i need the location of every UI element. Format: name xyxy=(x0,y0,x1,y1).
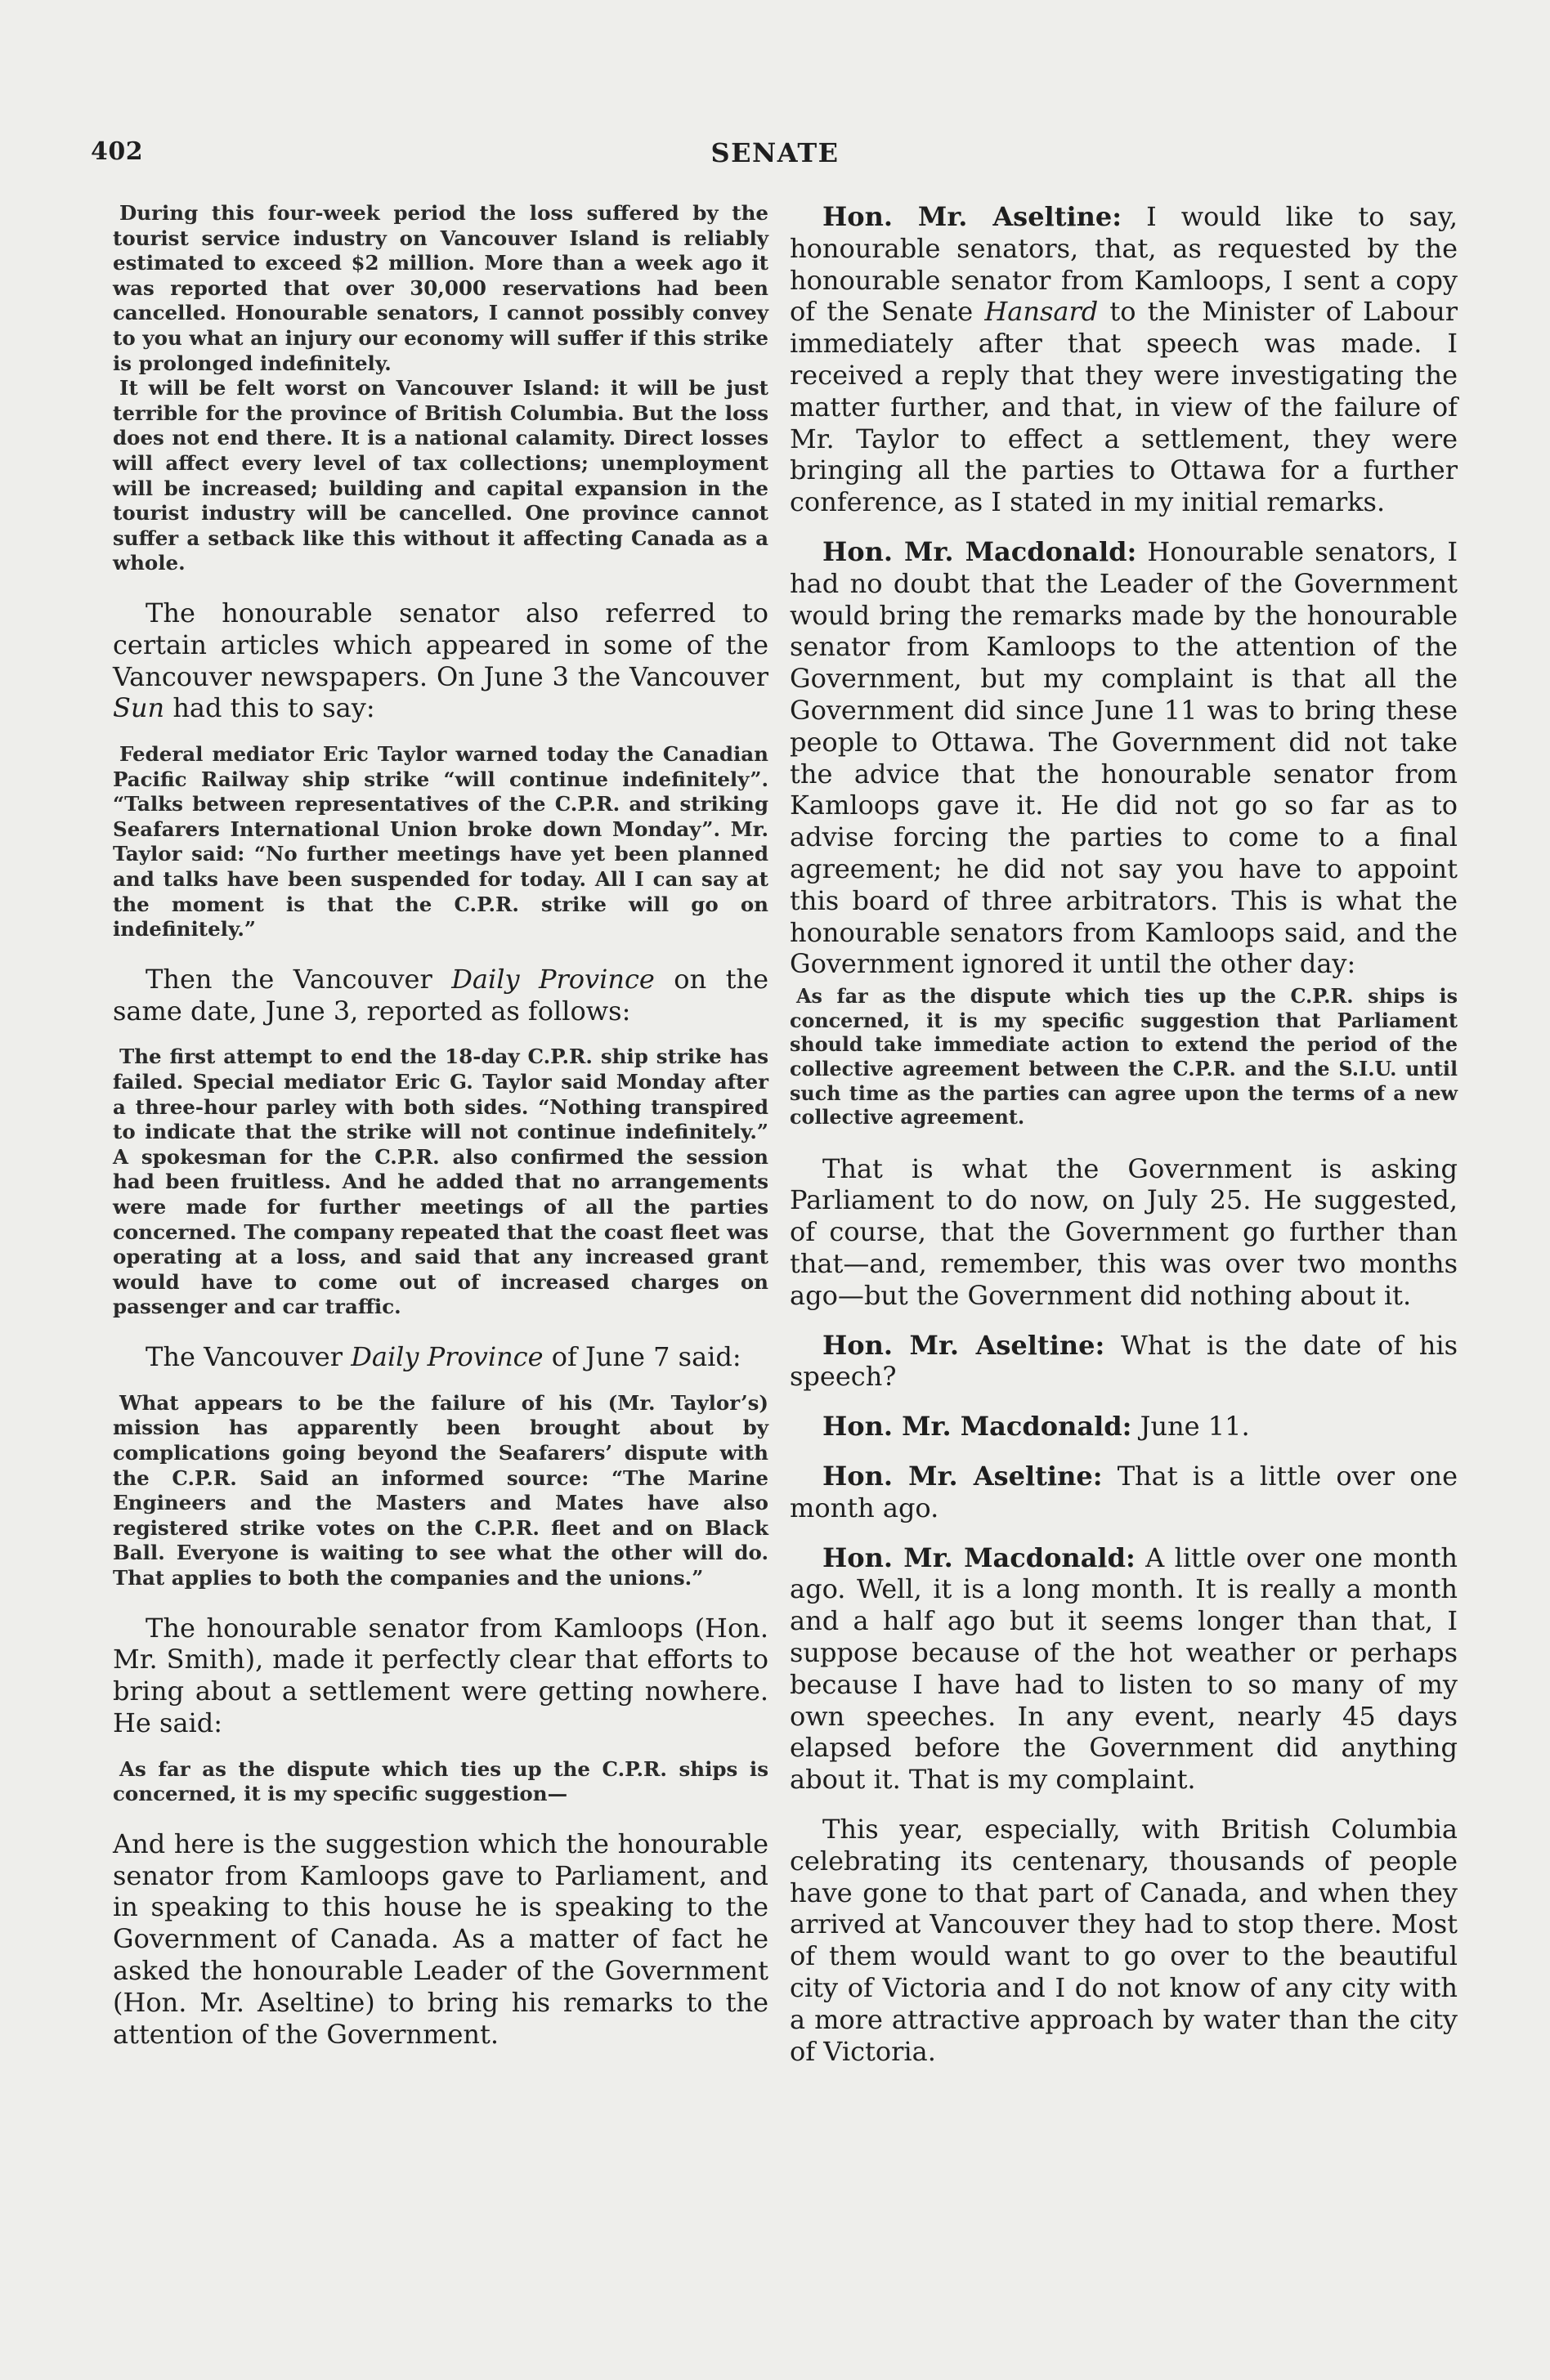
quotation-paragraph: The first attempt to end the 18-day C.P.R. ship strike has failed. Special mediator Eric G. Taylor said Monday after a three-hour parley with both sides. “Nothing transpired to indicate that the strike will not continue indefinitely.” A spokesman for the C.P.R. also confirmed the session had been fruitless. And he added that no arrangements were made for further meetings of all the parties concerned. The company repeated that the coast fleet was operating at a loss, and said that any increased grant would have to come out of increased charges on passenger and car traffic. xyxy=(113,1045,768,1319)
body-paragraph: And here is the suggestion which the honourable senator from Kamloops gave to Parliament, and in speaking to this house he is speaking to the Government of Canada. As a matter of fact he asked the honourable Leader of the Government (Hon. Mr. Aseltine) to bring his remarks to the attention of the Government. xyxy=(113,1828,768,2050)
newspaper-title: Daily Province xyxy=(451,963,655,995)
right-column xyxy=(790,201,1458,2085)
newspaper-title: Sun xyxy=(113,692,165,724)
speech-paragraph xyxy=(790,536,1458,980)
speech-paragraph xyxy=(790,1542,1458,1796)
speaker-name: Hon. Mr. Macdonald: xyxy=(822,1411,1132,1443)
newspaper-title: Daily Province xyxy=(351,1340,544,1372)
body-text: of June 7 said: xyxy=(551,1340,741,1372)
speech-text: I would like to say, honourable senators, that, as requested by the honourable senator from Kamloops, I sent a copy of the Senate xyxy=(790,201,1458,328)
speaker-name: Hon. Mr. Macdonald: xyxy=(822,535,1137,567)
speaker-name: Hon. Mr. Aseltine: xyxy=(822,1461,1103,1492)
speech-text: to the Minister of Labour immediately after that speech was made. I received a reply that they were investigating the matter further, and that, in view of the failure of Mr. Taylor to effect a settlement, they were bringing all the parties to Ottawa for a further conference, as I stated in my initial remarks. xyxy=(790,296,1458,518)
speech-paragraph xyxy=(790,1461,1458,1524)
speech-text: That is a little over one month ago. xyxy=(790,1461,1458,1523)
speech-paragraph xyxy=(790,201,1458,518)
quotation-paragraph: What appears to be the failure of his (Mr. Taylor’s) mission has apparently been brought about by complications going beyond the Seafarers’ dispute with the C.P.R. Said an informed source: “The Marine Engineers and the Masters and Mates have also registered strike votes on the C.P.R. fleet and on Black Ball. Everyone is waiting to see what the other will do. That applies to both the companies and the unions.” xyxy=(113,1390,768,1590)
speech-paragraph xyxy=(790,1330,1458,1394)
speech-text: A little over one month ago. Well, it is a long month. It is really a month and a half ago but it seems longer than that, I suppose because of the hot weather or perhaps because I have had to listen to so many of my own speeches. In any event, nearly 45 days elapsed before the Government did anything about it. That is my complaint. xyxy=(790,1541,1458,1796)
body-text: on the same date, June 3, reported as follows: xyxy=(113,963,769,1027)
body-text: The honourable senator also referred to certain articles which appeared in some of the Vancouver newspapers. On June 3 the Vancouver xyxy=(113,597,768,692)
speech-paragraph xyxy=(790,1411,1458,1443)
speaker-name: Hon. Mr. Macdonald: xyxy=(822,1541,1136,1573)
left-column xyxy=(113,201,768,2068)
body-text: Then the Vancouver xyxy=(146,963,432,995)
body-paragraph xyxy=(113,597,768,724)
body-text: The Vancouver xyxy=(146,1340,343,1372)
speech-text: Honourable senators, I had no doubt that the Leader of the Government would bring the remarks made by the honourable senator from Kamloops to the attention of the Government, but my complaint is that all the Government did since June 11 was to bring these people to Ottawa. The Government did not take the advice that the honourable senator from Kamloops gave it. He did not go so far as to advise forcing the parties to come to a final agreement; he did not say you have to appoint this board of three arbitrators. This is what the honourable senators from Kamloops said, and the Government ignored it until the other day: xyxy=(790,535,1458,980)
page-number: 402 xyxy=(91,137,144,166)
body-paragraph: The honourable senator from Kamloops (Hon. Mr. Smith), made it perfectly clear that efforts to bring about a settlement were getting nowhere. He said: xyxy=(113,1612,768,1738)
body-paragraph xyxy=(113,1341,768,1373)
quotation-paragraph: Federal mediator Eric Taylor warned today the Canadian Pacific Railway ship strike “will continue indefinitely”. “Talks between representatives of the C.P.R. and striking Seafarers International Union broke down Monday”. Mr. Taylor said: “No further meetings have yet been planned and talks have been suspended for today. All I can say at the moment is that the C.P.R. strike will go on indefinitely.” xyxy=(113,742,768,942)
body-paragraph: That is what the Government is asking Parliament to do now, on July 25. He suggested, of course, that the Government go further than that—and, remember, this was over two months ago—but the Government did nothing about it. xyxy=(790,1152,1458,1311)
speaker-name: Hon. Mr. Aseltine: xyxy=(822,201,1122,232)
speaker-name: Hon. Mr. Aseltine: xyxy=(822,1329,1105,1361)
publication-title: Hansard xyxy=(984,296,1099,328)
speech-text: What is the date of his speech? xyxy=(790,1329,1458,1393)
body-text: had this to say: xyxy=(172,692,375,724)
quotation-paragraph: It will be felt worst on Vancouver Island: it will be just terrible for the province of British Columbia. But the loss does not end there. It is a national calamity. Direct losses will affect every level of tax collections; unemployment will be increased; building and capital expansion in the tourist industry will be cancelled. One province cannot suffer a setback like this without it affecting Canada as a whole. xyxy=(113,376,768,575)
quotation-paragraph: As far as the dispute which ties up the C.P.R. ships is concerned, it is my specific suggestion— xyxy=(113,1756,768,1806)
quotation-paragraph: As far as the dispute which ties up the C.P.R. ships is concerned, it is my specific suggestion that Parliament should take immediate action to extend the period of the collective agreement between the C.P.R. and the S.I.U. until such time as the parties can agree upon the terms of a new collective agreement. xyxy=(790,985,1458,1130)
speech-text: June 11. xyxy=(1140,1411,1250,1443)
body-paragraph: This year, especially, with British Columbia celebrating its centenary, thousands of people have gone to that part of Canada, and when they arrived at Vancouver they had to stop there. Most of them would want to go over to the beautiful city of Victoria and I do not know of any city with a more attractive approach by water than the city of Victoria. xyxy=(790,1814,1458,2067)
body-paragraph xyxy=(113,964,768,1027)
quotation-paragraph: During this four-week period the loss suffered by the tourist service industry on Vancouver Island is reliably estimated to exceed $2 million. More than a week ago it was reported that over 30,000 reservations had been cancelled. Honourable senators, I cannot possibly convey to you what an injury our economy will suffer if this strike is prolonged indefinitely. xyxy=(113,201,768,375)
running-header: SENATE xyxy=(710,137,840,168)
